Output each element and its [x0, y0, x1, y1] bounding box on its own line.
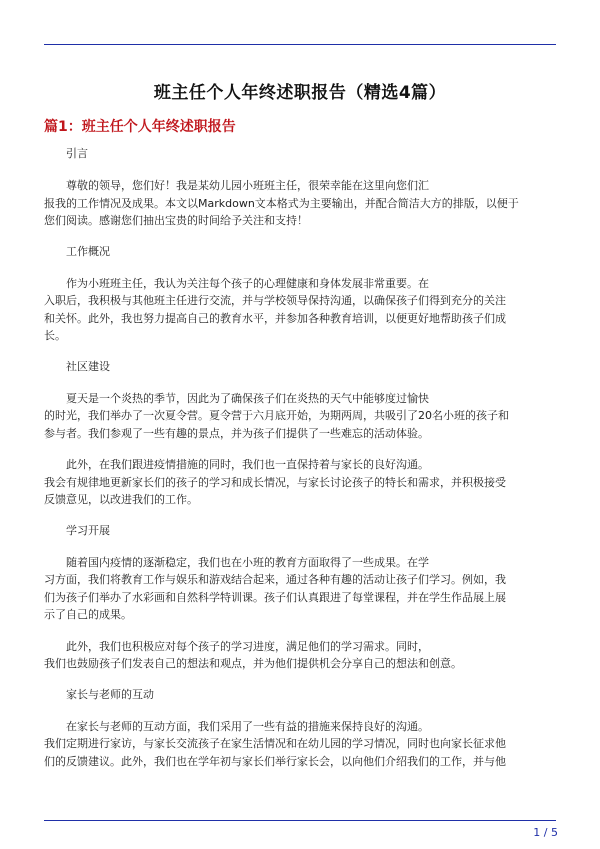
paragraph-line: 和关怀。此外，我也努力提高自己的教育水平，并参加各种教育培训，以便更好地帮助孩子们成 — [44, 311, 506, 325]
paragraph-line: 习方面，我们将教育工作与娱乐和游戏结合起来，通过各种有趣的活动让孩子们学习。例如，我 — [44, 573, 506, 586]
paragraph — [44, 177, 556, 230]
paragraph-line: 们的反馈建议。此外，我们也在学年初与家长们举行家长会，以向他们介绍我们的工作，并与他 — [44, 754, 506, 768]
article-subtitle: 篇1：班主任个人年终述职报告 — [44, 119, 236, 135]
paragraph-line: 尊敬的领导，您们好！我是某幼儿园小班班主任，很荣幸能在这里向您们汇 — [66, 179, 429, 192]
paragraph — [44, 718, 556, 771]
section-heading: 引言 — [66, 147, 88, 160]
paragraph-line: 参与者。我们参观了一些有趣的景点，并为孩子们提供了一些难忘的活动体验。 — [44, 426, 429, 440]
paragraph — [44, 638, 556, 673]
paragraph-line: 示了自己的成果。 — [44, 608, 132, 621]
paragraph-line: 报我的工作情况及成果。本文以Markdown文本格式为主要输出，并配合简洁大方的排版，以便于 — [44, 196, 519, 210]
section-heading: 社区建设 — [66, 359, 110, 373]
paragraph-line: 我们也鼓励孩子们发表自己的想法和观点，并为他们提供机会分享自己的想法和创意。 — [44, 657, 462, 670]
paragraph-line: 长。 — [44, 329, 66, 342]
page-indicator: 1 / 5 — [533, 826, 558, 839]
paragraph-line: 我会有规律地更新家长们的孩子的学习和成长情况，与家长讨论孩子的特长和需求，并积极接受 — [44, 475, 506, 489]
paragraph-line: 在家长与老师的互动方面，我们采用了一些有益的措施来保持良好的沟通。 — [66, 719, 429, 733]
paragraph-line: 随着国内疫情的逐渐稳定，我们也在小班的教育方面取得了一些成果。在学 — [66, 555, 429, 569]
paragraph — [44, 275, 556, 345]
paragraph-line: 的时光，我们举办了一次夏令营。夏令营于六月底开始，为期两周，共吸引了20名小班的孩子和 — [44, 409, 509, 422]
document-title: 班主任个人年终述职报告（精选4篇） — [153, 83, 447, 103]
paragraph-line: 入职后，我积极与其他班主任进行交流，并与学校领导保持沟通，以确保孩子们得到充分的关注 — [44, 294, 506, 307]
header-rule — [44, 44, 556, 45]
paragraph-line: 作为小班班主任，我认为关注每个孩子的心理健康和身体发展非常重要。在 — [66, 276, 429, 290]
section-heading: 家长与老师的互动 — [66, 687, 154, 701]
paragraph-line: 们为孩子们举办了水彩画和自然科学特训课。孩子们认真跟进了每堂课程，并在学生作品展上展 — [44, 590, 506, 604]
paragraph — [44, 456, 556, 509]
paragraph — [44, 554, 556, 624]
paragraph-line: 此外，我们也积极应对每个孩子的学习进度，满足他们的学习需求。同时， — [66, 639, 429, 653]
paragraph — [44, 390, 556, 443]
paragraph-line: 反馈意见，以改进我们的工作。 — [44, 493, 198, 506]
section-heading: 工作概况 — [66, 244, 110, 258]
section-heading: 学习开展 — [66, 523, 110, 537]
document-body — [44, 146, 556, 784]
paragraph-line: 您们阅读。感谢您们抽出宝贵的时间给予关注和支持！ — [44, 214, 308, 227]
paragraph-line: 夏天是一个炎热的季节，因此为了确保孩子们在炎热的天气中能够度过愉快 — [66, 391, 429, 405]
paragraph-line: 我们定期进行家访，与家长交流孩子在家生活情况和在幼儿园的学习情况，同时也向家长征求他 — [44, 737, 506, 750]
footer-rule — [44, 820, 556, 821]
paragraph-line: 此外，在我们跟进疫情措施的同时，我们也一直保持着与家长的良好沟通。 — [66, 458, 429, 471]
